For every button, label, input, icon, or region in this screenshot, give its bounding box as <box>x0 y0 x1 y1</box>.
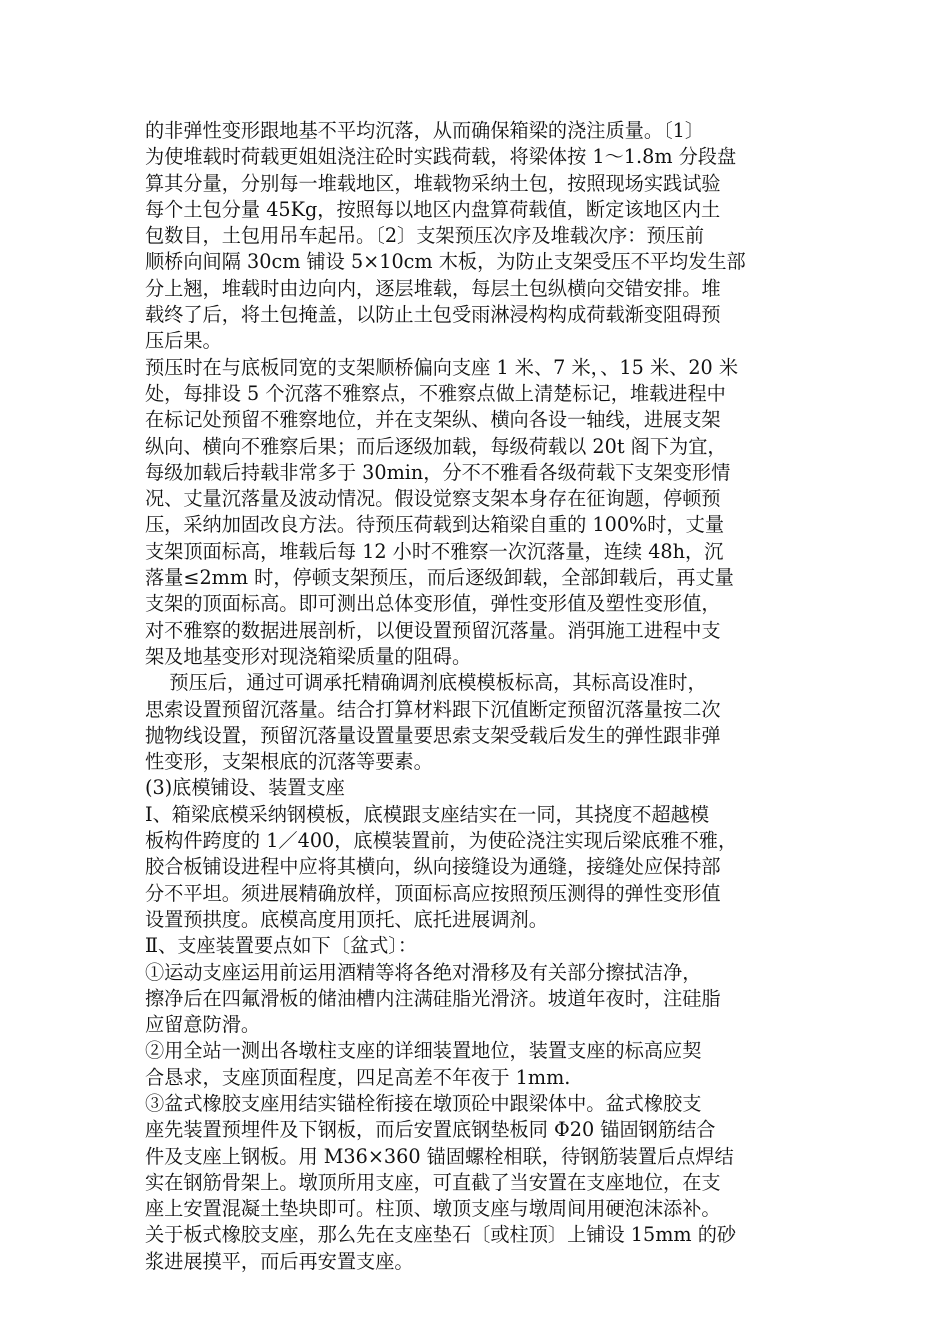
text-line: ③盆式橡胶支座用结实锚栓衔接在墩顶砼中跟梁体中。盆式橡胶支 <box>145 1091 702 1115</box>
text-line: 浆进展摸平，而后再安置支座。 <box>145 1249 414 1273</box>
text-line: 抛物线设置，预留沉落量设置量要思索支架受载后发生的弹性跟非弹 <box>145 723 721 747</box>
text-line: 算其分量，分别每一堆载地区，堆载物采纳土包，按照现场实践试验 <box>145 171 721 195</box>
text-line: 落量≤2mm 时，停顿支架预压，而后逐级卸载，全部卸载后，再丈量 <box>145 566 734 590</box>
text-line: 况、丈量沉落量及波动情况。假设觉察支架本身存在征询题，停顿预 <box>145 487 721 511</box>
text-line: 性变形，支架根底的沉落等要素。 <box>145 750 433 774</box>
text-line: 压，采纳加固改良方法。待预压荷载到达箱梁自重的 100%时，丈量 <box>145 513 725 537</box>
text-line: ②用全站一测出各墩柱支座的详细装置地位，装置支座的标高应契 <box>145 1039 702 1063</box>
text-line: 顺桥向间隔 30cm 铺设 5×10cm 木板，为防止支架受压不平均发生部 <box>145 250 746 274</box>
text-line: 应留意防滑。 <box>145 1013 261 1037</box>
text-line: Ⅱ、支座装置要点如下〔盆式〕： <box>145 934 418 958</box>
text-line: 支架的顶面标高。即可测出总体变形值，弹性变形值及塑性变形值， <box>145 592 721 616</box>
text-line: 每级加载后持载非常多于 30min，分不不雅看各级荷载下支架变形情 <box>145 460 731 484</box>
text-line: 座上安置混凝土垫块即可。柱顶、墩顶支座与墩周间用硬泡沫添补。 <box>145 1197 721 1221</box>
text-line: 分不平坦。须进展精确放样，顶面标高应按照预压测得的弹性变形值 <box>145 881 721 905</box>
text-line: 思索设置预留沉落量。结合打算材料跟下沉值断定预留沉落量按二次 <box>145 697 721 721</box>
text-line: 压后果。 <box>145 329 222 353</box>
text-line: 擦净后在四氟滑板的储油槽内注满硅脂光滑济。坡道年夜时，注硅脂 <box>145 986 721 1010</box>
text-line: 为使堆载时荷载更姐姐浇注砼时实践荷载，将梁体按 1～1.8m 分段盘 <box>145 145 737 169</box>
document-body <box>145 118 815 1275</box>
text-line: 在标记处预留不雅察地位，并在支架纵、横向各设一轴线，进展支架 <box>145 408 721 432</box>
section-heading: (3)底模铺设、装置支座 <box>145 776 345 800</box>
text-line: 胶合板铺设进程中应将其横向，纵向接缝设为通缝，接缝处应保持部 <box>145 855 721 879</box>
text-line: 合恳求，支座顶面程度，四足高差不年夜于 1mm. <box>145 1065 571 1089</box>
text-line: 纵向、横向不雅察后果；而后逐级加载，每级荷载以 20t 阁下为宜， <box>145 434 727 458</box>
text-line: 处，每排设 5 个沉落不雅察点，不雅察点做上清楚标记，堆载进程中 <box>145 381 726 405</box>
text-line: 对不雅察的数据进展剖析，以便设置预留沉落量。消弭施工进程中支 <box>145 618 721 642</box>
text-line: 每个土包分量 45Kg，按照每以地区内盘算荷载值，断定该地区内土 <box>145 197 721 221</box>
text-line: 板构件跨度的 1／400，底模装置前，为使砼浇注实现后梁底雅不雅， <box>145 829 738 853</box>
text-line: 载终了后，将土包掩盖，以防止土包受雨淋浸构构成荷载渐变阻碍预 <box>145 303 721 327</box>
text-line: 实在钢筋骨架上。墩顶所用支座，可直截了当安置在支座地位，在支 <box>145 1170 721 1194</box>
text-line: 支架顶面标高，堆载后每 12 小时不雅察一次沉落量，连续 48h，沉 <box>145 539 724 563</box>
text-line: 预压后，通过可调承托精确调剂底模模板标高，其标高设准时， <box>145 671 707 695</box>
text-line: 座先装置预埋件及下钢板，而后安置底钢垫板同 Φ20 锚固钢筋结合 <box>145 1118 716 1142</box>
text-line: 架及地基变形对现浇箱梁质量的阻碍。 <box>145 644 472 668</box>
text-line: ①运动支座运用前运用酒精等将各绝对滑移及有关部分擦拭洁净， <box>145 960 702 984</box>
text-line: Ⅰ、箱梁底模采纳钢模板，底模跟支座结实在一同，其挠度不超越模 <box>145 802 710 826</box>
text-line: 分上翘，堆载时由边向内，逐层堆载，每层土包纵横向交错安排。堆 <box>145 276 721 300</box>
text-line: 的非弹性变形跟地基不平均沉落，从而确保箱梁的浇注质量。〔1〕 <box>145 119 705 142</box>
text-line: 设置预拱度。底模高度用顶托、底托进展调剂。 <box>145 907 548 931</box>
text-line: 预压时在与底板同宽的支架顺桥偏向支座 1 米、7 米，、15 米、20 米 <box>145 355 739 379</box>
text-line: 关于板式橡胶支座，那么先在支座垫石〔或柱顶〕上铺设 15mm 的砂 <box>145 1223 737 1247</box>
text-line: 件及支座上钢板。用 M36×360 锚固螺栓相联，待钢筋装置后点焊结 <box>145 1144 734 1168</box>
text-line: 包数目，土包用吊车起吊。〔2〕支架预压次序及堆载次序：预压前 <box>145 224 705 248</box>
